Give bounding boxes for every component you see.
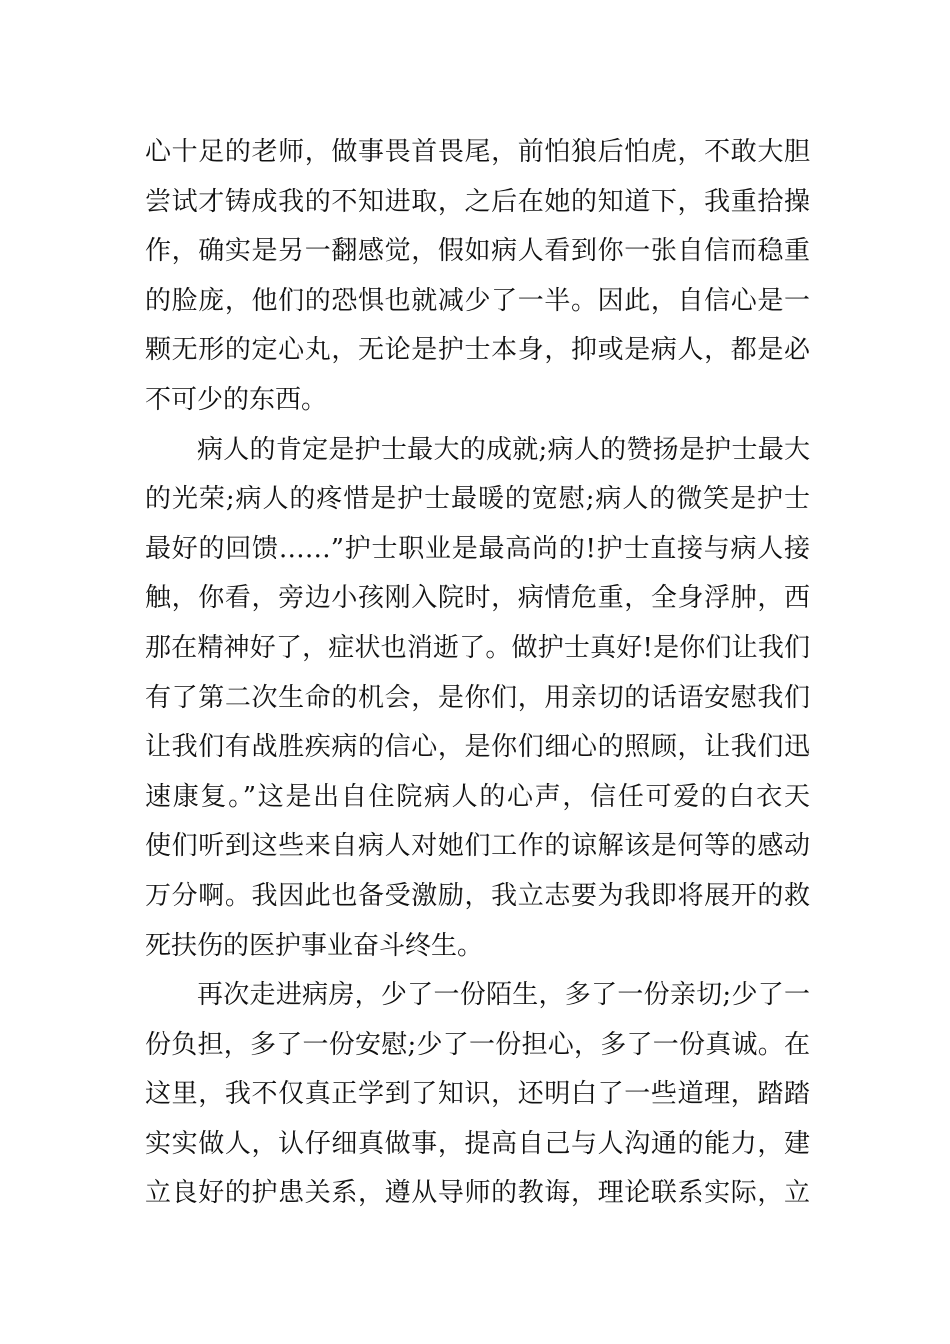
paragraph-1-line-6: 不可少的东西。 — [145, 384, 328, 415]
paragraph-1-line-1: 心十足的老师，做事畏首畏尾，前怕狼后怕虎，不敢大胆 — [145, 137, 810, 167]
paragraph-2-line-10: 万分啊。我因此也备受激励，我立志要为我即将展开的救 — [145, 880, 810, 911]
paragraph-2-line-8: 速康复。”这是出自住院病人的心声，信任可爱的白衣天 — [145, 781, 810, 812]
paragraph-3-line-3: 这里，我不仅真正学到了知识，还明白了一些道理，踏踏 — [145, 1079, 810, 1110]
paragraph-2-line-3: 最好的回馈……”护士职业是最高尚的!护士直接与病人接 — [145, 533, 810, 564]
paragraph-2-line-7: 让我们有战胜疾病的信心，是你们细心的照顾，让我们迅 — [145, 732, 810, 763]
paragraph-3-line-1: 再次走进病房，少了一份陌生，多了一份亲切;少了一 — [197, 980, 810, 1011]
paragraph-3-line-2: 份负担，多了一份安慰;少了一份担心，多了一份真诚。在 — [145, 1029, 810, 1060]
paragraph-2-line-1: 病人的肯定是护士最大的成就;病人的赞扬是护士最大 — [197, 434, 810, 465]
paragraph-1-line-4: 的脸庞，他们的恐惧也就减少了一半。因此，自信心是一 — [145, 285, 810, 316]
paragraph-1-line-5: 颗无形的定心丸，无论是护士本身，抑或是病人，都是必 — [145, 335, 810, 366]
paragraph-3-line-4: 实实做人，认仔细真做事，提高自己与人沟通的能力，建 — [145, 1128, 810, 1159]
body-text — [145, 128, 810, 1219]
paragraph-2-line-9: 使们听到这些来自病人对她们工作的谅解该是何等的感动 — [145, 831, 810, 862]
paragraph-2-line-6: 有了第二次生命的机会，是你们，用亲切的话语安慰我们 — [145, 682, 810, 713]
paragraph-2-line-5: 那在精神好了，症状也消逝了。做护士真好!是你们让我们 — [145, 632, 810, 663]
paragraph-2-line-2: 的光荣;病人的疼惜是护士最暖的宽慰;病人的微笑是护士 — [145, 484, 810, 515]
paragraph-2-line-4: 触，你看，旁边小孩刚入院时，病情危重，全身浮肿，西 — [145, 583, 810, 614]
paragraph-3-line-5: 立良好的护患关系，遵从导师的教诲，理论联系实际，立 — [145, 1178, 810, 1209]
paragraph-2-line-11: 死扶伤的医护事业奋斗终生。 — [145, 930, 484, 961]
paragraph-1-line-3: 作，确实是另一翻感觉，假如病人看到你一张自信而稳重 — [145, 236, 810, 267]
paragraph-1-line-2: 尝试才铸成我的不知进取，之后在她的知道下，我重拾操 — [145, 186, 810, 217]
